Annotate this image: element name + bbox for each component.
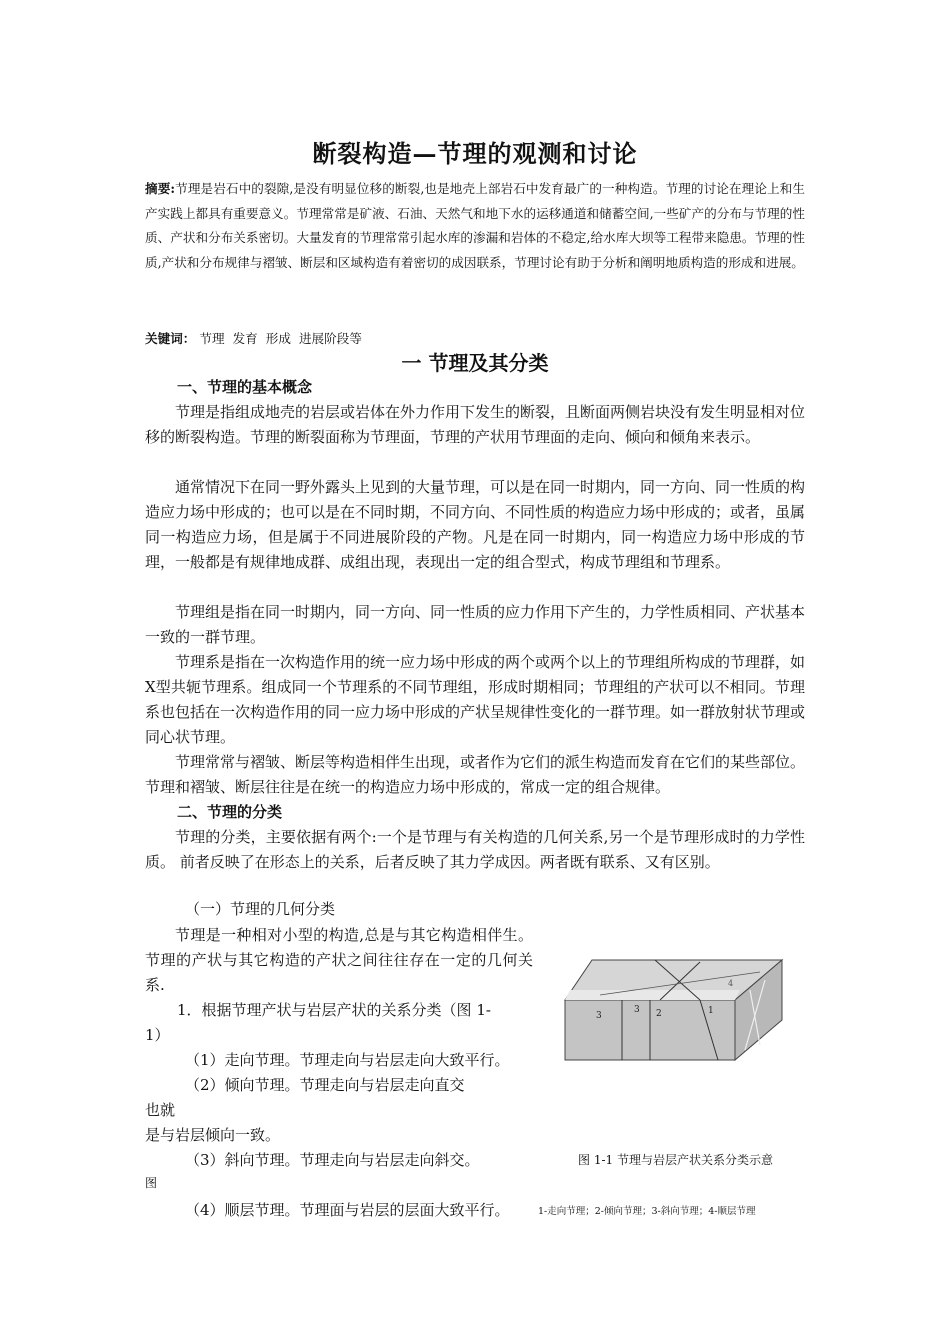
abstract-text: 节理是岩石中的裂隙,是没有明显位移的断裂,也是地壳上部岩石中发育最广的一种构造。节理的讨论在理论上和生产实践上都具有重要意义。节理常常是矿液、石油、天然气和地下水的运移通道和储蓄空间,一些矿产的分布与节理的性质、产状和分布关系密切。大量发育的节理常常引起水库的渗漏和岩体的不稳定,给水库大坝等工程带来隐患。节理的性质,产状和分布规律与褶皱、断层和区域构造有着密切的成因联系，节理讨论有助于分析和阐明地质构造的形成和进展。 — [145, 181, 805, 270]
paragraph: 节理常常与褶皱、断层等构造相伴生出现，或者作为它们的派生构造而发育在它们的某些部位。节理和褶皱、断层往往是在统一的构造应力场中形成的，常成一定的组合规律。 — [145, 753, 806, 796]
figure-label: 3 — [596, 1011, 602, 1021]
keyword: 形成 — [265, 331, 291, 346]
layer-band — [565, 990, 740, 1000]
joint-block-diagram — [560, 950, 790, 1070]
abstract — [145, 177, 805, 275]
list-item: （1）走向节理。节理走向与岩层走向大致平行。 — [185, 1051, 510, 1069]
subsection-heading: 二、节理的分类 — [177, 803, 283, 821]
list-item: 1．根据节理产状与岩层产状的关系分类（图 1- — [177, 1001, 491, 1019]
keyword: 节理 — [199, 331, 225, 346]
list-item: （4）顺层节理。节理面与岩层的层面大致平行。 — [185, 1201, 510, 1219]
figure-label: 1 — [708, 1006, 714, 1016]
figure-label: 2 — [656, 1009, 662, 1019]
paragraph: 节理组是指在同一时期内，同一方向、同一性质的应力作用下产生的，力学性质相同、产状基本一致的一群节理。 — [145, 603, 806, 646]
keywords-label: 关键词： — [145, 331, 196, 346]
subsection-heading: 一、节理的基本概念 — [177, 378, 313, 396]
paragraph: 通常情况下在同一野外露头上见到的大量节理，可以是在同一时期内，同一方向、同一性质的构造应力场中形成的；也可以是在不同时期，不同方向、不同性质的构造应力场中形成的；或者，虽属同一构造应力场，但是属于不同进展阶段的产物。凡是在同一时期内，同一构造应力场中形成的节理，一般都是有规律地成群、成组出现，表现出一定的组合型式，构成节理组和节理系。 — [145, 478, 806, 571]
figure-caption: 图 1-1 节理与岩层产状关系分类示意 — [578, 1153, 773, 1167]
figure-label: 4 — [728, 979, 734, 988]
keywords — [145, 328, 370, 347]
keyword: 进展阶段等 — [298, 331, 362, 346]
subsubsection-heading: （一）节理的几何分类 — [185, 900, 336, 918]
section-heading: 一 节理及其分类 — [401, 351, 549, 375]
paragraph: 节理的分类，主要依据有两个:一个是节理与有关构造的几何关系,另一个是节理形成时的力学性质。 前者反映了在形态上的关系，后者反映了其力学成因。两者既有联系、又有区别。 — [145, 828, 805, 871]
abstract-label: 摘要: — [145, 181, 176, 196]
list-item: （3）斜向节理。节理走向与岩层走向斜交。 — [185, 1151, 480, 1169]
paragraph: 节理是一种相对小型的构造,总是与其它构造相伴生。节理的产状与其它构造的产状之间往往存在一定的几何关系. — [145, 926, 533, 994]
figure-caption-continuation: 图 — [145, 1176, 158, 1190]
list-item-continuation: 也就 — [145, 1101, 176, 1119]
list-item-continuation: 1） — [145, 1026, 170, 1044]
keyword: 发育 — [232, 331, 258, 346]
document-title: 断裂构造—节理的观测和讨论 — [312, 139, 638, 168]
figure-legend: 1-走向节理；2-倾向节理；3-斜向节理；4-顺层节理 — [538, 1206, 756, 1217]
figure-label: 3 — [634, 1005, 640, 1015]
paragraph: 节理系是指在一次构造作用的统一应力场中形成的两个或两个以上的节理组所构成的节理群，如Ⅹ型共轭节理系。组成同一个节理系的不同节理组，形成时期相同；节理组的产状可以不相同。节理系也包括在一次构造作用的同一应力场中形成的产状呈规律性变化的一群节理。如一群放射状节理或同心状节理。 — [145, 653, 806, 746]
paragraph: 节理是指组成地壳的岩层或岩体在外力作用下发生的断裂，且断面两侧岩块没有发生明显相对位移的断裂构造。节理的断裂面称为节理面，节理的产状用节理面的走向、倾向和倾角来表示。 — [145, 403, 806, 446]
list-item: （2）倾向节理。节理走向与岩层走向直交 — [185, 1076, 465, 1094]
list-item-continuation: 是与岩层倾向一致。 — [145, 1126, 281, 1144]
